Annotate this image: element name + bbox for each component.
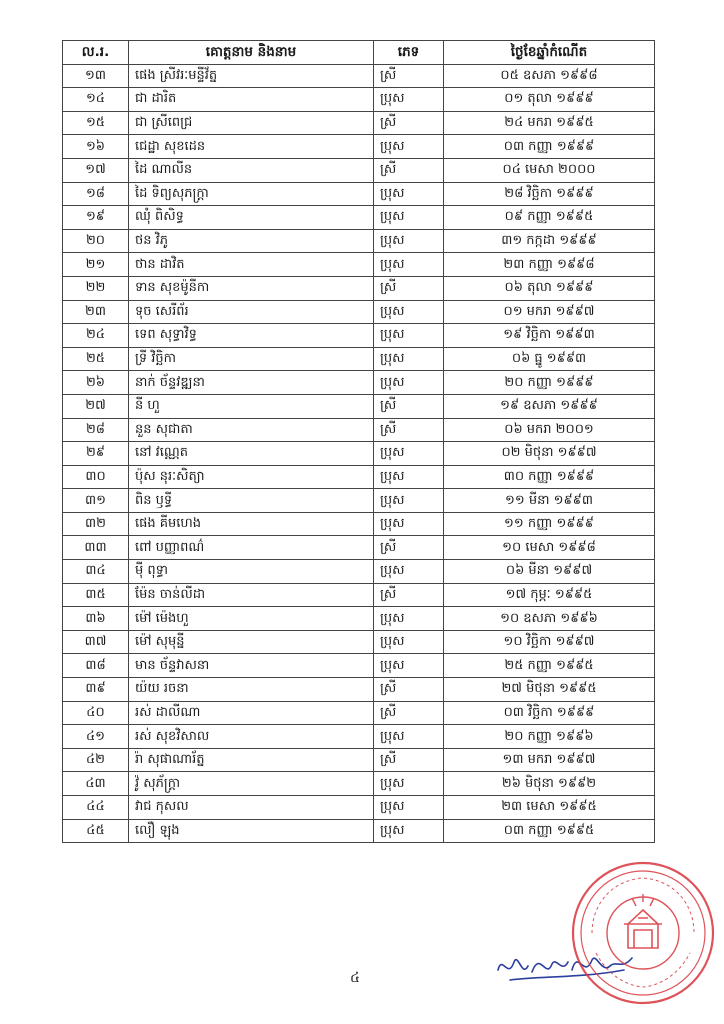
- row-sex: ប្រុស: [374, 654, 444, 678]
- row-sex: ប្រុស: [374, 489, 444, 513]
- row-full-name: ម៉ែន ចាន់លីដា: [129, 583, 374, 607]
- row-number: ៤១: [63, 725, 129, 749]
- row-sex: ប្រុស: [374, 229, 444, 253]
- row-number: ៣៩: [63, 678, 129, 702]
- table-row: [63, 64, 655, 88]
- row-date-of-birth: ២៣ កញ្ញា ១៩៩៨: [444, 253, 655, 277]
- row-date-of-birth: ០១ តុលា ១៩៩៩: [444, 88, 655, 112]
- row-full-name: រស់ ដាលីណា: [129, 701, 374, 725]
- row-date-of-birth: ១០ ឧសភា ១៩៩៦: [444, 607, 655, 631]
- table-row: [63, 111, 655, 135]
- header-date-of-birth: ថ្ងៃខែឆ្នាំកំណើត: [444, 41, 655, 65]
- row-number: ៣៥: [63, 583, 129, 607]
- row-date-of-birth: ១០ វិច្ឆិកា ១៩៩៧: [444, 630, 655, 654]
- row-date-of-birth: ១០ មេសា ១៩៩៨: [444, 536, 655, 560]
- row-date-of-birth: ២០ កញ្ញា ១៩៩៩: [444, 371, 655, 395]
- row-sex: ប្រុស: [374, 324, 444, 348]
- row-full-name: ប៉ុស នុរៈសិត្យា: [129, 465, 374, 489]
- page-number: ៤: [350, 970, 360, 986]
- row-number: ៣៣: [63, 536, 129, 560]
- row-sex: ស្រី: [374, 583, 444, 607]
- row-sex: ប្រុស: [374, 772, 444, 796]
- table-row: [63, 630, 655, 654]
- row-number: ៣២: [63, 512, 129, 536]
- table-row: [63, 88, 655, 112]
- table-row: [63, 796, 655, 820]
- row-date-of-birth: ០៩ កញ្ញា ១៩៩៥: [444, 206, 655, 230]
- table-row: [63, 678, 655, 702]
- row-full-name: ម៉ៅ ម៉េងហួ: [129, 607, 374, 631]
- row-full-name: មាន ច័ន្ទវាសនា: [129, 654, 374, 678]
- table-row: [63, 654, 655, 678]
- row-sex: ប្រុស: [374, 607, 444, 631]
- row-date-of-birth: ១៧ កុម្ភៈ ១៩៩៥: [444, 583, 655, 607]
- row-full-name: ទេព សុទ្ធាវិទ្ធ: [129, 324, 374, 348]
- row-date-of-birth: ១១ កញ្ញា ១៩៩៩: [444, 512, 655, 536]
- table-row: [63, 158, 655, 182]
- row-number: ១៤: [63, 88, 129, 112]
- table-row: [63, 206, 655, 230]
- table-row: [63, 300, 655, 324]
- table-row: [63, 347, 655, 371]
- row-sex: ប្រុស: [374, 253, 444, 277]
- row-full-name: ម៉ី ពុទ្ធា: [129, 560, 374, 584]
- table-row: [63, 536, 655, 560]
- row-number: ៤៣: [63, 772, 129, 796]
- row-number: ៤០: [63, 701, 129, 725]
- row-date-of-birth: ០៦ មីនា ១៩៩៧: [444, 560, 655, 584]
- row-sex: ប្រុស: [374, 560, 444, 584]
- row-date-of-birth: ០២ មិថុនា ១៩៩៧: [444, 442, 655, 466]
- row-number: ១៨: [63, 182, 129, 206]
- row-full-name: លឿ ឡុង: [129, 819, 374, 843]
- row-sex: ស្រី: [374, 64, 444, 88]
- row-sex: ប្រុស: [374, 371, 444, 395]
- row-full-name: នាក់ ច័ន្ទវឌ្ឍនា: [129, 371, 374, 395]
- row-number: ៣៦: [63, 607, 129, 631]
- table-row: [63, 512, 655, 536]
- row-full-name: វ៉ូ សុភ័ក្រ្តា: [129, 772, 374, 796]
- row-sex: ស្រី: [374, 748, 444, 772]
- table-row: [63, 324, 655, 348]
- table-row: [63, 442, 655, 466]
- row-number: ១៧: [63, 158, 129, 182]
- row-date-of-birth: ០៦ ធ្នូ ១៩៩៣: [444, 347, 655, 371]
- row-date-of-birth: ០៣ កញ្ញា ១៩៩៥: [444, 819, 655, 843]
- row-full-name: យ៉យ រចនា: [129, 678, 374, 702]
- table-row: [63, 276, 655, 300]
- row-date-of-birth: ២៥ កញ្ញា ១៩៩៥: [444, 654, 655, 678]
- row-sex: ប្រុស: [374, 135, 444, 159]
- row-sex: ស្រី: [374, 701, 444, 725]
- row-sex: ស្រី: [374, 418, 444, 442]
- row-date-of-birth: ០៦ មករា ២០០១: [444, 418, 655, 442]
- row-number: ២៧: [63, 394, 129, 418]
- row-full-name: ថន វិភូ: [129, 229, 374, 253]
- table-row: [63, 725, 655, 749]
- official-seal-graphic: [568, 858, 718, 1008]
- header-number: ល.រ.: [63, 41, 129, 65]
- row-full-name: នី ហួ: [129, 394, 374, 418]
- row-date-of-birth: ០៣ កញ្ញា ១៩៩៩: [444, 135, 655, 159]
- row-date-of-birth: ២៣ មេសា ១៩៩៥: [444, 796, 655, 820]
- row-number: ៣១: [63, 489, 129, 513]
- row-sex: ស្រី: [374, 394, 444, 418]
- row-full-name: ផេង ស្រីវរៈមន្ទីវ័ត្ន: [129, 64, 374, 88]
- row-number: ២៦: [63, 371, 129, 395]
- row-number: ១៦: [63, 135, 129, 159]
- row-number: ៤៥: [63, 819, 129, 843]
- row-date-of-birth: ២៤ មករា ១៩៩៥: [444, 111, 655, 135]
- row-full-name: ម៉ៅ សុមុន្នី: [129, 630, 374, 654]
- table-row: [63, 371, 655, 395]
- row-full-name: ពិន ឫទ្ធី: [129, 489, 374, 513]
- row-sex: ប្រុស: [374, 442, 444, 466]
- row-sex: ប្រុស: [374, 347, 444, 371]
- row-sex: ប្រុស: [374, 465, 444, 489]
- table-row: [63, 135, 655, 159]
- row-full-name: ពៅ បញ្ញាពណ៌: [129, 536, 374, 560]
- row-number: ៣៨: [63, 654, 129, 678]
- row-full-name: ជា ដារិត: [129, 88, 374, 112]
- row-date-of-birth: ២៧ មិថុនា ១៩៩៥: [444, 678, 655, 702]
- row-full-name: ទុច សេរីព័រ: [129, 300, 374, 324]
- row-sex: ប្រុស: [374, 819, 444, 843]
- row-date-of-birth: ៣០ កញ្ញា ១៩៩៩: [444, 465, 655, 489]
- table-row: [63, 229, 655, 253]
- row-number: ៤៤: [63, 796, 129, 820]
- row-full-name: ឈុំ ពិសិទ្ធ: [129, 206, 374, 230]
- row-date-of-birth: ០១ មករា ១៩៩៧: [444, 300, 655, 324]
- row-full-name: រស់ សុខវិសាល: [129, 725, 374, 749]
- row-sex: ប្រុស: [374, 796, 444, 820]
- row-number: ២១: [63, 253, 129, 277]
- row-number: ២៨: [63, 418, 129, 442]
- row-sex: ប្រុស: [374, 300, 444, 324]
- row-sex: ប្រុស: [374, 182, 444, 206]
- row-date-of-birth: ២៦ មិថុនា ១៩៩២: [444, 772, 655, 796]
- row-number: ២៥: [63, 347, 129, 371]
- row-sex: ប្រុស: [374, 725, 444, 749]
- row-full-name: រ៉ា សុផាណារ័ត្ន: [129, 748, 374, 772]
- row-number: ៤២: [63, 748, 129, 772]
- row-sex: ស្រី: [374, 111, 444, 135]
- row-date-of-birth: ០៦ តុលា ១៩៩៩: [444, 276, 655, 300]
- row-number: ១៣: [63, 64, 129, 88]
- row-number: ៣០: [63, 465, 129, 489]
- row-sex: ស្រី: [374, 678, 444, 702]
- row-number: ៣៤: [63, 560, 129, 584]
- row-sex: ស្រី: [374, 158, 444, 182]
- row-full-name: ជា ស្រីពេជ្រ: [129, 111, 374, 135]
- row-date-of-birth: ២៨ វិច្ឆិកា ១៩៩៩: [444, 182, 655, 206]
- row-date-of-birth: ១៩ វិច្ឆិកា ១៩៩៣: [444, 324, 655, 348]
- row-number: ១៩: [63, 206, 129, 230]
- table-row: [63, 701, 655, 725]
- row-sex: ប្រុស: [374, 630, 444, 654]
- table-row: [63, 253, 655, 277]
- table-header-row: [63, 41, 655, 65]
- row-number: ២៩: [63, 442, 129, 466]
- row-number: ២៣: [63, 300, 129, 324]
- header-sex: ភេទ: [374, 41, 444, 65]
- row-date-of-birth: ១៣ មករា ១៩៩៧: [444, 748, 655, 772]
- row-date-of-birth: ១៩ ឧសភា ១៩៩៩: [444, 394, 655, 418]
- table-row: [63, 819, 655, 843]
- row-date-of-birth: ១១ មីនា ១៩៩៣: [444, 489, 655, 513]
- row-number: ១៥: [63, 111, 129, 135]
- table-row: [63, 772, 655, 796]
- row-full-name: ជេដ្ឋា សុខដេន: [129, 135, 374, 159]
- row-sex: ប្រុស: [374, 88, 444, 112]
- row-date-of-birth: ០៥ ឧសភា ១៩៩៨: [444, 64, 655, 88]
- header-full-name: គោត្តនាម និងនាម: [129, 41, 374, 65]
- table-body: [63, 64, 655, 843]
- row-full-name: នួន សុជាតា: [129, 418, 374, 442]
- row-sex: ប្រុស: [374, 206, 444, 230]
- row-full-name: ដៃ ណាលីន: [129, 158, 374, 182]
- table-row: [63, 560, 655, 584]
- row-sex: ប្រុស: [374, 512, 444, 536]
- row-sex: ស្រី: [374, 536, 444, 560]
- row-full-name: នៅ វណ្ណេត: [129, 442, 374, 466]
- row-full-name: ដៃ ទិព្យសុភក្រ្តា: [129, 182, 374, 206]
- table-row: [63, 394, 655, 418]
- table-row: [63, 418, 655, 442]
- row-full-name: ផេង គីមហេង: [129, 512, 374, 536]
- table-row: [63, 607, 655, 631]
- row-full-name: ទ្រី វិច្ឆិកា: [129, 347, 374, 371]
- row-date-of-birth: ០៣ វិច្ឆិកា ១៩៩៩: [444, 701, 655, 725]
- row-full-name: ថាន ដាវិត: [129, 253, 374, 277]
- table-row: [63, 465, 655, 489]
- row-number: ២២: [63, 276, 129, 300]
- table-row: [63, 489, 655, 513]
- row-number: ៣៧: [63, 630, 129, 654]
- row-full-name: ទាន សុខម៉ូនីកា: [129, 276, 374, 300]
- table-row: [63, 748, 655, 772]
- row-sex: ស្រី: [374, 276, 444, 300]
- row-date-of-birth: ០៤ មេសា ២០០០: [444, 158, 655, 182]
- student-roster-table: [62, 40, 655, 843]
- row-number: ២០: [63, 229, 129, 253]
- row-date-of-birth: ២០ កញ្ញា ១៩៩៦: [444, 725, 655, 749]
- row-date-of-birth: ៣១ កក្កដា ១៩៩៩: [444, 229, 655, 253]
- row-number: ២៤: [63, 324, 129, 348]
- table-row: [63, 182, 655, 206]
- table-row: [63, 583, 655, 607]
- row-full-name: វាជ កុសល: [129, 796, 374, 820]
